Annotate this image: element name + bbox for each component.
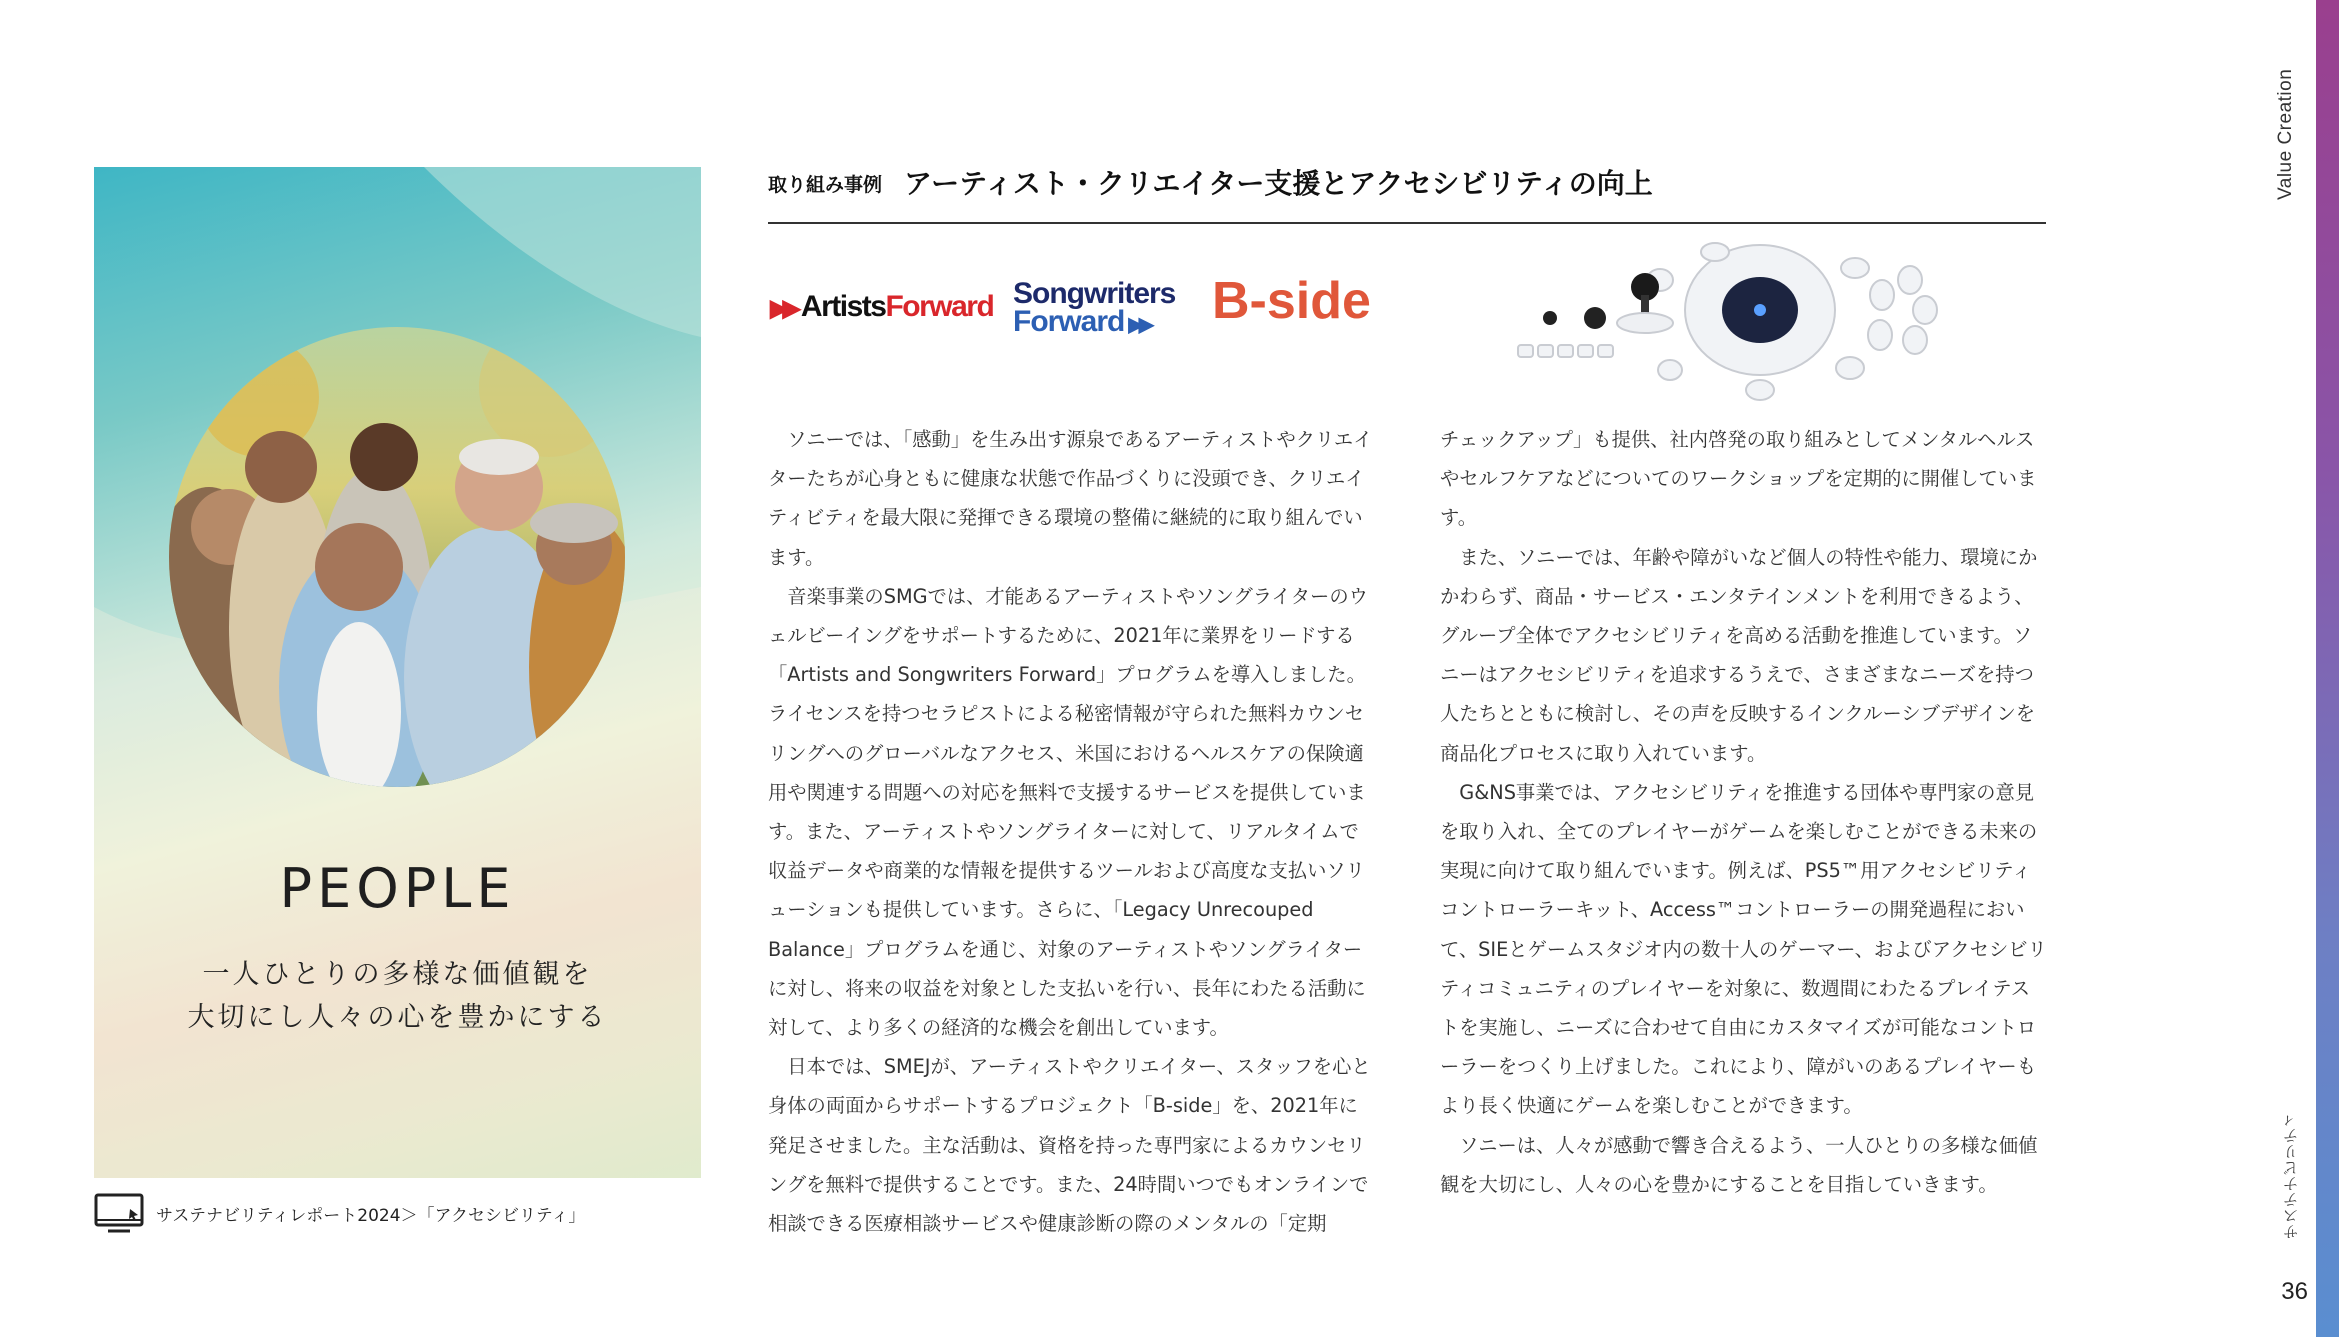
paragraph: G&NS事業では、アクセシビリティを推進する団体や専門家の意見を取り入れ、全てのプレイヤーがゲームを楽しむことができる未来の実現に向けて取り組んでいます。例えば、PS5™用アクセシビリティコントローラーキット、Access™コントローラーの開発過程において、SIEとゲームスタジオ内の数十人のゲーマー、およびアクセシビリティコミュニティのプレイヤーを対象に、数週間にわたるプレイテストを実施し、ニーズに合わせて自由にカスタマイズが可能なコントローラーをつくり上げました。これにより、障がいのあるプレイヤーもより長く快適にゲームを楽しむことができます。 <box>1440 780 2047 1118</box>
people-card <box>94 167 701 1178</box>
case-heading <box>768 160 2046 224</box>
play-arrows-icon: ▶▶ <box>770 295 795 322</box>
songwriters-forward-logo: Songwriters Forward ▶▶ <box>1013 277 1176 338</box>
card-subtitle-line1: 一人ひとりの多様な価値観を <box>202 959 593 990</box>
body-column-left <box>768 420 1375 1243</box>
report-link[interactable] <box>94 1193 585 1233</box>
group-photo <box>169 327 625 787</box>
paragraph: 音楽事業のSMGでは、才能あるアーティストやソングライターのウェルビーイングをサポートするために、2021年に業界をリードする「Artists and Songwriters Forward」プログラムを導入しました。ライセンスを持つセラピストによる秘密情報が守られた無料カウンセリングへのグローバルなアクセス、米国におけるヘルスケアの保険適用や関連する問題への対応を無料で支援するサービスを提供しています。また、アーティストやソングライターに対して、リアルタイムで収益データや商業的な情報を提供するツールおよび高度な支払いソリューションも提供しています。さらに、「Legacy Unrecouped Balance」プログラムを通じ、対象のアーティストやソングライターに対し、将来の収益を対象とした支払いを行い、長年にわたる活動に対して、より多くの経済的な機会を創出しています。 <box>768 584 1368 1040</box>
category-label: サステナビリティ <box>2282 1112 2301 1240</box>
paragraph: ソニーでは、「感動」を生み出す源泉であるアーティストやクリエイターたちが心身ともに健康な状態で作品づくりに没頭でき、クリエイティビティを最大限に発揮できる環境の整備に継続的に取り組んでいます。 <box>768 428 1373 569</box>
artists-forward-logo: ▶▶ ArtistsForward <box>770 290 994 323</box>
card-title: PEOPLE <box>279 857 516 920</box>
bside-logo: B-side <box>1212 272 1371 330</box>
body-column-right <box>1440 420 2047 1204</box>
monitor-icon <box>94 1193 146 1233</box>
report-link-text[interactable]: サステナビリティレポート2024＞「アクセシビリティ」 <box>156 1205 586 1226</box>
card-subtitle-line2: 大切にし人々の心を豊かにする <box>187 1002 608 1033</box>
paragraph: チェックアップ」も提供、社内啓発の取り組みとしてメンタルヘルスやセルフケアなどについてのワークショップを定期的に開催しています。 <box>1440 428 2037 530</box>
side-accent-bar <box>2316 0 2339 1337</box>
section-label: Value Creation <box>2275 68 2296 200</box>
paragraph: 日本では、SMEJが、アーティストやクリエイター、スタッフを心と身体の両面からサポートするプロジェクト「B-side」を、2021年に発足させました。主な活動は、資格を持った専門家によるカウンセリングを無料で提供することです。また、24時間いつでもオンラインで相談できる医療相談サービスや健康診断の際のメンタルの「定期 <box>768 1055 1371 1236</box>
page-number: 36 <box>2281 1278 2308 1305</box>
play-arrows-icon: ▶▶ <box>1128 314 1150 336</box>
heading-tag: 取り組み事例 <box>768 174 883 196</box>
paragraph: また、ソニーでは、年齢や障がいなど個人の特性や能力、環境にかかわらず、商品・サービス・エンタテインメントを利用できるよう、グループ全体でアクセシビリティを高める活動を推進しています。ソニーはアクセシビリティを追求するうえで、さまざまなニーズを持つ人たちとともに検討し、その声を反映するインクルーシブデザインを商品化プロセスに取り入れています。 <box>1440 545 2038 765</box>
heading-title: アーティスト・クリエイター支援とアクセシビリティの向上 <box>904 167 1653 200</box>
paragraph: ソニーは、人々が感動で響き合えるよう、一人ひとりの多様な価値観を大切にし、人々の心を豊かにすることを目指していきます。 <box>1440 1133 2038 1196</box>
access-controller-image <box>1510 240 1950 405</box>
